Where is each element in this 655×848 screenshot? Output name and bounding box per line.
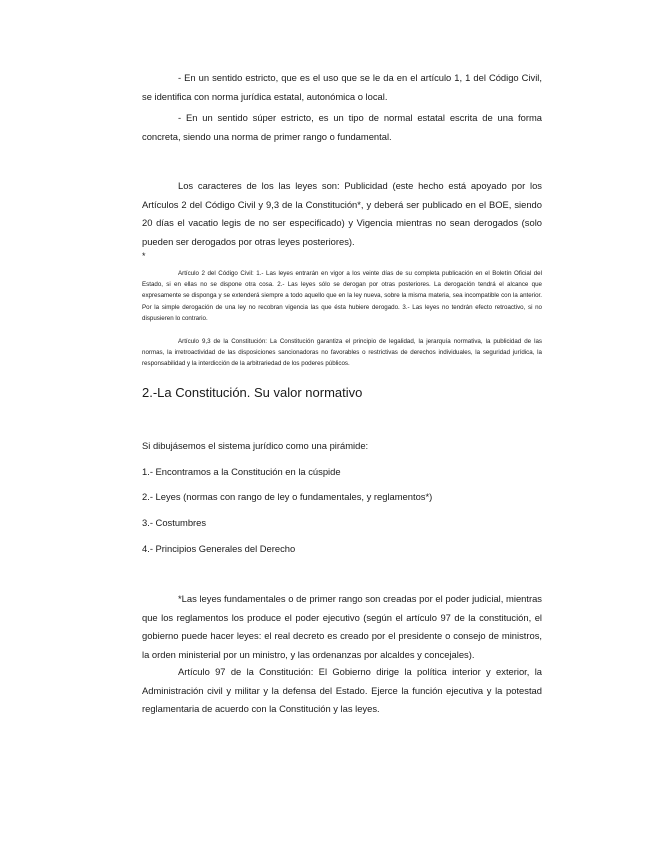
footnote-marker: * [142,251,146,261]
footnote-articulo-2-codigo-civil [142,268,542,324]
section-heading: 2.-La Constitución. Su valor normativo [142,385,363,400]
list-item: 1.- Encontramos a la Constitución en la cúspide [142,466,341,477]
footnote-articulo-9-3-text: Artículo 9,3 de la Constitución: La Constitución garantiza el principio de legalidad, la jerarquía normativa, la publicidad de las normas, la irretroactividad de las disposiciones sancionadoras no favorables o restrictivas de derechos individuales, la seguridad jurídica, la responsabilidad y la interdicción de la arbitrariedad de los poderes públicos. [142,338,542,368]
paragraph-sentido-estricto: - En un sentido estricto, que es el uso que se le da en el artículo 1, 1 del Código Civil, se identifica con norma jurídica estatal, autonómica o local. [142,72,542,102]
footnote-articulo-2-text: Artículo 2 del Código Civil: 1.- Las leyes entrarán en vigor a los veinte días de su completa publicación en el Boletín Oficial del Estado, si en ellas no se dispone otra cosa. 2.- Las leyes sólo se derogan por otras posteriores. La derogación tendrá el alcance que expresamente se disponga y se extenderá siempre a todo aquello que en la ley nueva, sobre la misma materia, sea incompatible con la anterior. Por la simple derogación de una ley no recobran vigencia las que ésta hubiere derogado. 3.- Las leyes no tendrán efecto retroactivo, si no dispusieren lo contrario. [142,270,542,322]
list-item: 2.- Leyes (normas con rango de ley o fundamentales, y reglamentos*) [142,491,433,502]
list-item: 4.- Principios Generales del Derecho [142,543,296,554]
paragraph-sentido-super-estricto: - En un sentido súper estricto, es un tipo de normal estatal escrita de una forma concreta, siendo una norma de primer rango o fundamental. [142,112,542,142]
list-item: 3.- Costumbres [142,517,207,528]
paragraph-articulo-97: Artículo 97 de la Constitución: El Gobierno dirige la política interior y exterior, la Administración civil y militar y la defensa del Estado. Ejerce la función ejecutiva y la potestad reglamentaria de acuerdo con la Constitución y las leyes. [142,666,542,715]
footnote-articulo-9-3-constitucion [142,336,542,370]
paragraph-caracteres-leyes: Los caracteres de los las leyes son: Publicidad (este hecho está apoyado por los Artículos 2 del Código Civil y 9,3 de la Constitución*, y deberá ser publicado en el BOE, siendo 20 días el vacatio legis de no ser especificado) y Vigencia mientras no sean derogados (solo pueden ser derogados por otras leyes posteriores). [142,180,542,247]
pyramid-intro: Si dibujásemos el sistema jurídico como una pirámide: [142,440,369,451]
paragraph-leyes-fundamentales: *Las leyes fundamentales o de primer rango son creadas por el poder judicial, mientras que los reglamentos los produce el poder ejecutivo (según el artículo 97 de la constitución, el gobierno puede hacer leyes: el real decreto es creado por el presidente o consejo de ministros, la orden ministerial por un ministro, y las ordenanzas por alcaldes y concejales). [142,593,542,660]
